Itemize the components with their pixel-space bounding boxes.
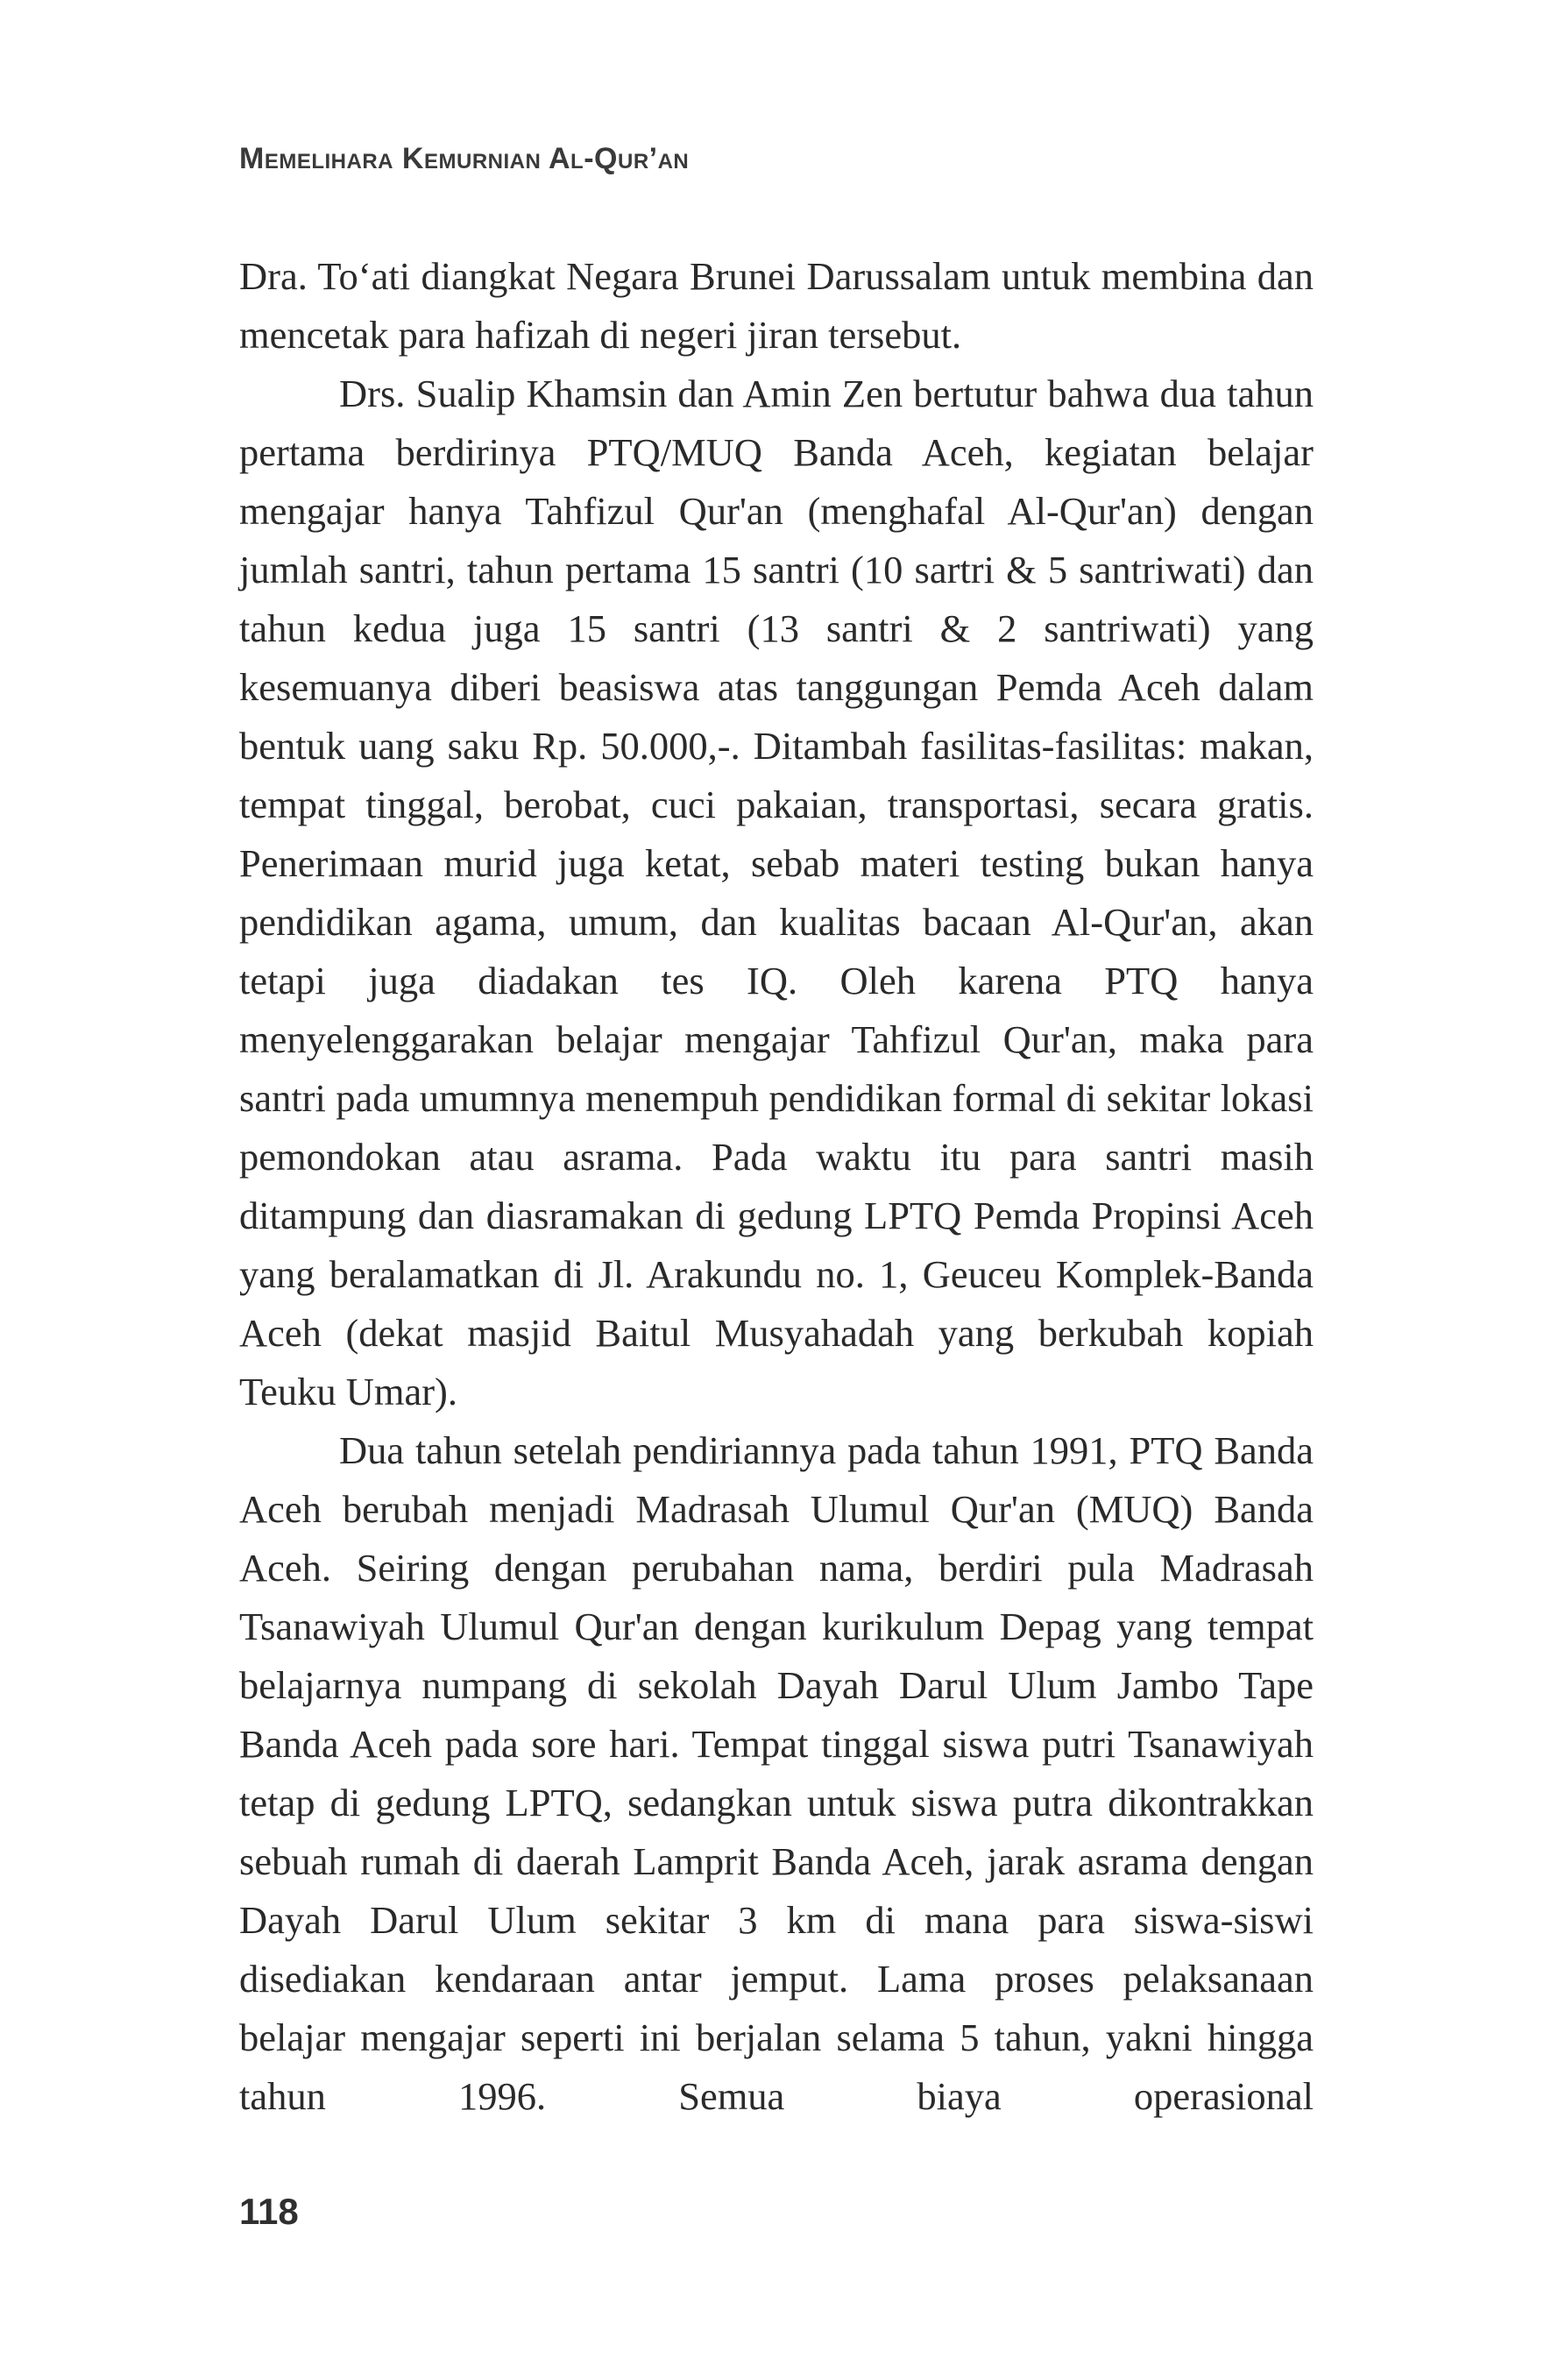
body-text [239,247,1314,2126]
paragraph-3: Dua tahun setelah pendiriannya pada tahun 1991, PTQ Banda Aceh berubah menjadi Madrasah Ulumul Qur'an (MUQ) Banda Aceh. Seiring dengan perubahan nama, berdiri pula Madrasah Tsanawiyah Ulumul Qur'an dengan kurikulum Depag yang tempat belajarnya numpang di sekolah Dayah Darul Ulum Jambo Tape Banda Aceh pada sore hari. Tempat tinggal siswa putri Tsanawiyah tetap di gedung LPTQ, sedangkan untuk siswa putra dikontrakkan sebuah rumah di daerah Lamprit Banda Aceh, jarak asrama dengan Dayah Darul Ulum sekitar 3 km di mana para siswa-siswi disediakan kendaraan antar jemput. Lama proses pelaksanaan belajar mengajar seperti ini berjalan selama 5 tahun, yakni hingga tahun 1996. Semua biaya operasional [239,1428,1314,2118]
paragraph-2: Drs. Sualip Khamsin dan Amin Zen bertutur bahwa dua tahun pertama berdirinya PTQ/MUQ Banda Aceh, kegiatan belajar mengajar hanya Tahfizul Qur'an (menghafal Al-Qur'an) dengan jumlah santri, tahun pertama 15 santri (10 sartri & 5 santriwati) dan tahun kedua juga 15 santri (13 santri & 2 santriwati) yang kesemuanya diberi beasiswa atas tanggungan Pemda Aceh dalam bentuk uang saku Rp. 50.000,-. Ditambah fasilitas-fasilitas: makan, tempat tinggal, berobat, cuci pakaian, transportasi, secara gratis. Penerimaan murid juga ketat, sebab materi testing bukan hanya pendidikan agama, umum, dan kualitas bacaan Al-Qur'an, akan tetapi juga diadakan tes IQ. Oleh karena PTQ hanya menyelenggarakan belajar mengajar Tahfizul Qur'an, maka para santri pada umumnya menempuh pendidikan formal di sekitar lokasi pemondokan atau asrama. Pada waktu itu para santri masih ditampung dan diasramakan di gedung LPTQ Pemda Propinsi Aceh yang beralamatkan di Jl. Arakundu no. 1, Geuceu Komplek-Banda Aceh (dekat masjid Baitul Musyahadah yang berkubah kopiah Teuku Umar). [239,372,1314,1413]
page-number: 118 [239,2191,299,2232]
running-header-title: Memelihara Kemurnian Al-Qur’an [239,142,690,175]
paragraph-1: Dra. To‘ati diangkat Negara Brunei Darussalam untuk membina dan mencetak para hafizah di negeri jiran tersebut. [239,254,1314,357]
